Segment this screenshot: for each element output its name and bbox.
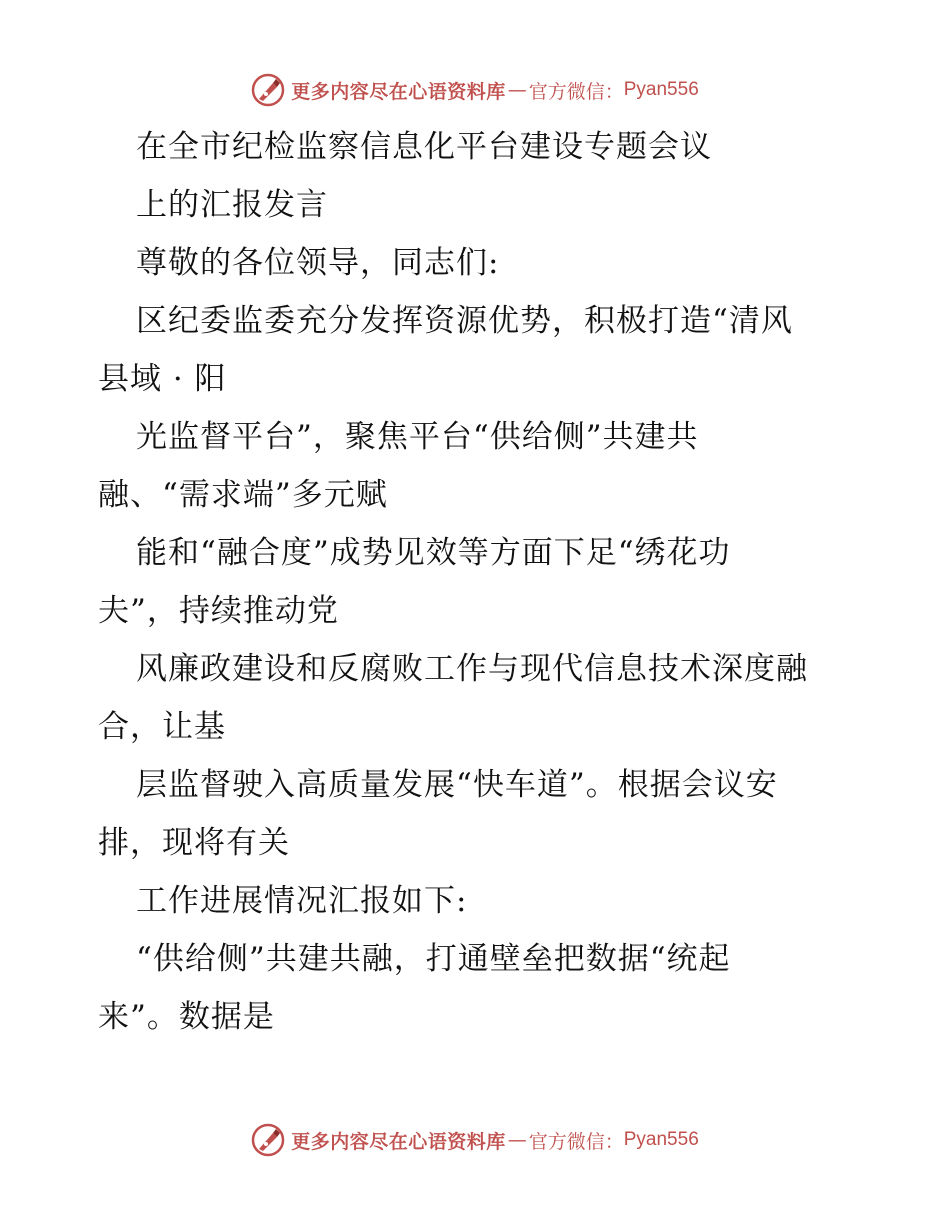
doc-line: 合，让基 (98, 709, 226, 745)
doc-line: 能和“融合度”成势见效等方面下足“绣花功 (136, 535, 731, 571)
banner-wechat-id: Pyan556 (623, 1129, 699, 1150)
doc-line: 风廉政建设和反腐败工作与现代信息技术深度融 (136, 651, 808, 687)
banner-text: 更多内容尽在心语资料库 (291, 1130, 506, 1153)
footer-banner (0, 1120, 950, 1160)
doc-line: 夫”，持续推动党 (98, 593, 339, 629)
pen-nib-logo-icon (251, 73, 285, 107)
doc-line: 县域 · 阳 (98, 361, 227, 397)
doc-title-line-1: 在全市纪检监察信息化平台建设专题会议 (136, 129, 712, 165)
doc-line: 工作进展情况汇报如下: (136, 883, 468, 919)
doc-line: 层监督驶入高质量发展“快车道”。根据会议安 (136, 767, 778, 803)
doc-salutation: 尊敬的各位领导，同志们: (136, 245, 500, 281)
banner-dash: — (507, 79, 527, 101)
doc-line: 区纪委监委充分发挥资源优势，积极打造“清风 (136, 303, 793, 339)
banner-wechat-label: 官方微信： (528, 1130, 624, 1153)
doc-line: 融、“需求端”多元赋 (98, 477, 388, 513)
banner-wechat-id: Pyan556 (623, 79, 699, 100)
banner-text: 更多内容尽在心语资料库 (291, 80, 506, 103)
document-body (98, 118, 858, 1046)
doc-line: “供给侧”共建共融，打通壁垒把数据“统起 (136, 941, 731, 977)
doc-title-line-2: 上的汇报发言 (136, 187, 328, 223)
doc-line: 来”。数据是 (98, 999, 275, 1035)
pen-nib-logo-icon (251, 1123, 285, 1157)
banner-wechat-label: 官方微信： (528, 80, 624, 103)
header-banner (0, 70, 950, 110)
doc-line: 光监督平台”，聚焦平台“供给侧”共建共 (136, 419, 699, 455)
banner-dash: — (507, 1129, 527, 1151)
doc-line: 排，现将有关 (98, 825, 290, 861)
